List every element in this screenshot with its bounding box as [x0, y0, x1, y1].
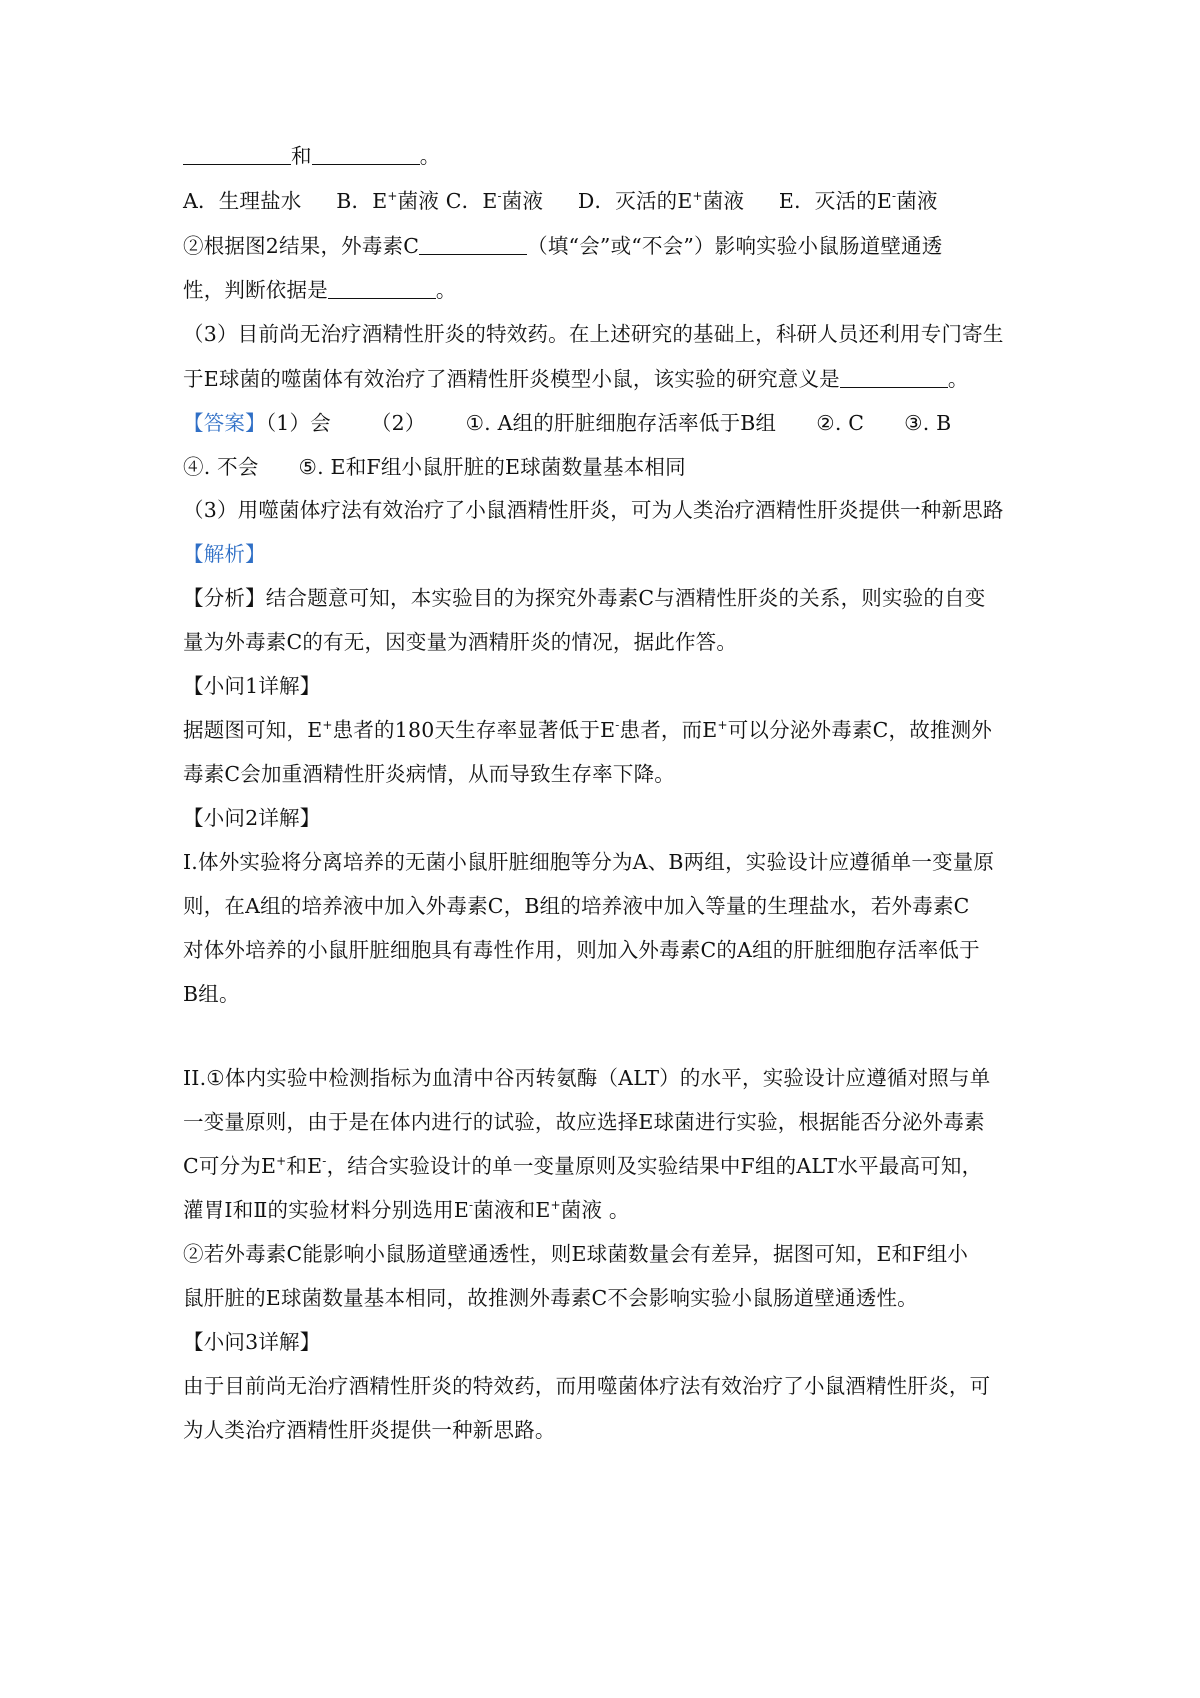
section-heading-2: 【小问2详解】 — [183, 806, 321, 830]
question-2-2-line1: ②根据图2结果，外毒素C （填“会”或“不会”）影响实验小鼠肠道壁通透 — [183, 234, 943, 258]
answer-line2: ④. 不会 ⑤. E和F组小鼠肝脏的E球菌数量基本相同 — [183, 455, 686, 479]
option-e: E．灭活的E-菌液 — [778, 189, 938, 213]
answer-line3: （3）用噬菌体疗法有效治疗了小鼠酒精性肝炎，可为人类治疗酒精性肝炎提供一种新思路 — [183, 498, 1004, 522]
section-1-line1: 据题图可知，E+患者的180天生存率显著低于E-患者，而E+可以分泌外毒素C，故推测外 — [183, 718, 993, 742]
section-3-line4: 灌胃I和Ⅱ的实验材料分别选用E-菌液和E+菌液 。 — [183, 1198, 630, 1222]
section-heading-3: 【小问3详解】 — [183, 1330, 321, 1354]
answer-blank — [840, 367, 948, 388]
answer-line1: 【答案】（1）会 （2） ①. A组的肝脏细胞存活率低于B组 ②. C ③. B — [183, 411, 952, 435]
answer-blank — [328, 278, 436, 299]
section-2-line2: 则，在A组的培养液中加入外毒素C，B组的培养液中加入等量的生理盐水，若外毒素C — [183, 894, 970, 918]
option-a: A．生理盐水 — [183, 189, 302, 213]
options-line — [183, 187, 1033, 215]
section-4-line1: ②若外毒素C能影响小鼠肠道壁通透性，则E球菌数量会有差异，据图可知，E和F组小 — [183, 1242, 969, 1266]
section-1-line2: 毒素C会加重酒精性肝炎病情，从而导致生存率下降。 — [183, 762, 675, 786]
answer-tag: 【答案】 — [183, 411, 266, 435]
answer-blank — [312, 144, 420, 165]
section-5-line2: 为人类治疗酒精性肝炎提供一种新思路。 — [183, 1418, 556, 1442]
section-3-line1: II.①体内实验中检测指标为血清中谷丙转氨酶（ALT）的水平，实验设计应遵循对照与单 — [183, 1066, 991, 1090]
answer-blank — [183, 144, 291, 165]
section-2-line4: B组。 — [183, 982, 240, 1006]
analysis-fenxi-line2: 量为外毒素C的有无，因变量为酒精肝炎的情况，据此作答。 — [183, 630, 738, 654]
section-2-line3: 对体外培养的小鼠肝脏细胞具有毒性作用，则加入外毒素C的A组的肝脏细胞存活率低于 — [183, 938, 980, 962]
section-5-line1: 由于目前尚无治疗酒精性肝炎的特效药，而用噬菌体疗法有效治疗了小鼠酒精性肝炎，可 — [183, 1374, 991, 1398]
question-2-2-line2: 性，判断依据是 。 — [183, 278, 457, 302]
option-c: C．E-菌液 — [445, 189, 544, 213]
question-3-line2: 于E球菌的噬菌体有效治疗了酒精性肝炎模型小鼠，该实验的研究意义是 。 — [183, 367, 969, 391]
section-2-line1: I.体外实验将分离培养的无菌小鼠肝脏细胞等分为A、B两组，实验设计应遵循单一变量原 — [183, 850, 995, 874]
analysis-tag: 【解析】 — [183, 542, 266, 566]
section-4-line2: 鼠肝脏的E球菌数量基本相同，故推测外毒素C不会影响实验小鼠肠道壁通透性。 — [183, 1286, 918, 1310]
analysis-fenxi-line1: 【分析】结合题意可知，本实验目的为探究外毒素C与酒精性肝炎的关系，则实验的自变 — [183, 586, 986, 610]
question-3-line1: （3）目前尚无治疗酒精性肝炎的特效药。在上述研究的基础上，科研人员还利用专门寄生 — [183, 322, 1004, 346]
blank-line: 和 。 — [183, 142, 1033, 170]
option-d: D．灭活的E+菌液 — [577, 189, 745, 213]
section-3-line3: C可分为E+和E-，结合实验设计的单一变量原则及实验结果中F组的ALT水平最高可知， — [183, 1154, 983, 1178]
section-3-line2: 一变量原则，由于是在体内进行的试验，故应选择E球菌进行实验，根据能否分泌外毒素 — [183, 1110, 985, 1134]
section-heading-1: 【小问1详解】 — [183, 674, 321, 698]
option-b: B．E+菌液 — [336, 189, 440, 213]
answer-blank — [419, 234, 527, 255]
